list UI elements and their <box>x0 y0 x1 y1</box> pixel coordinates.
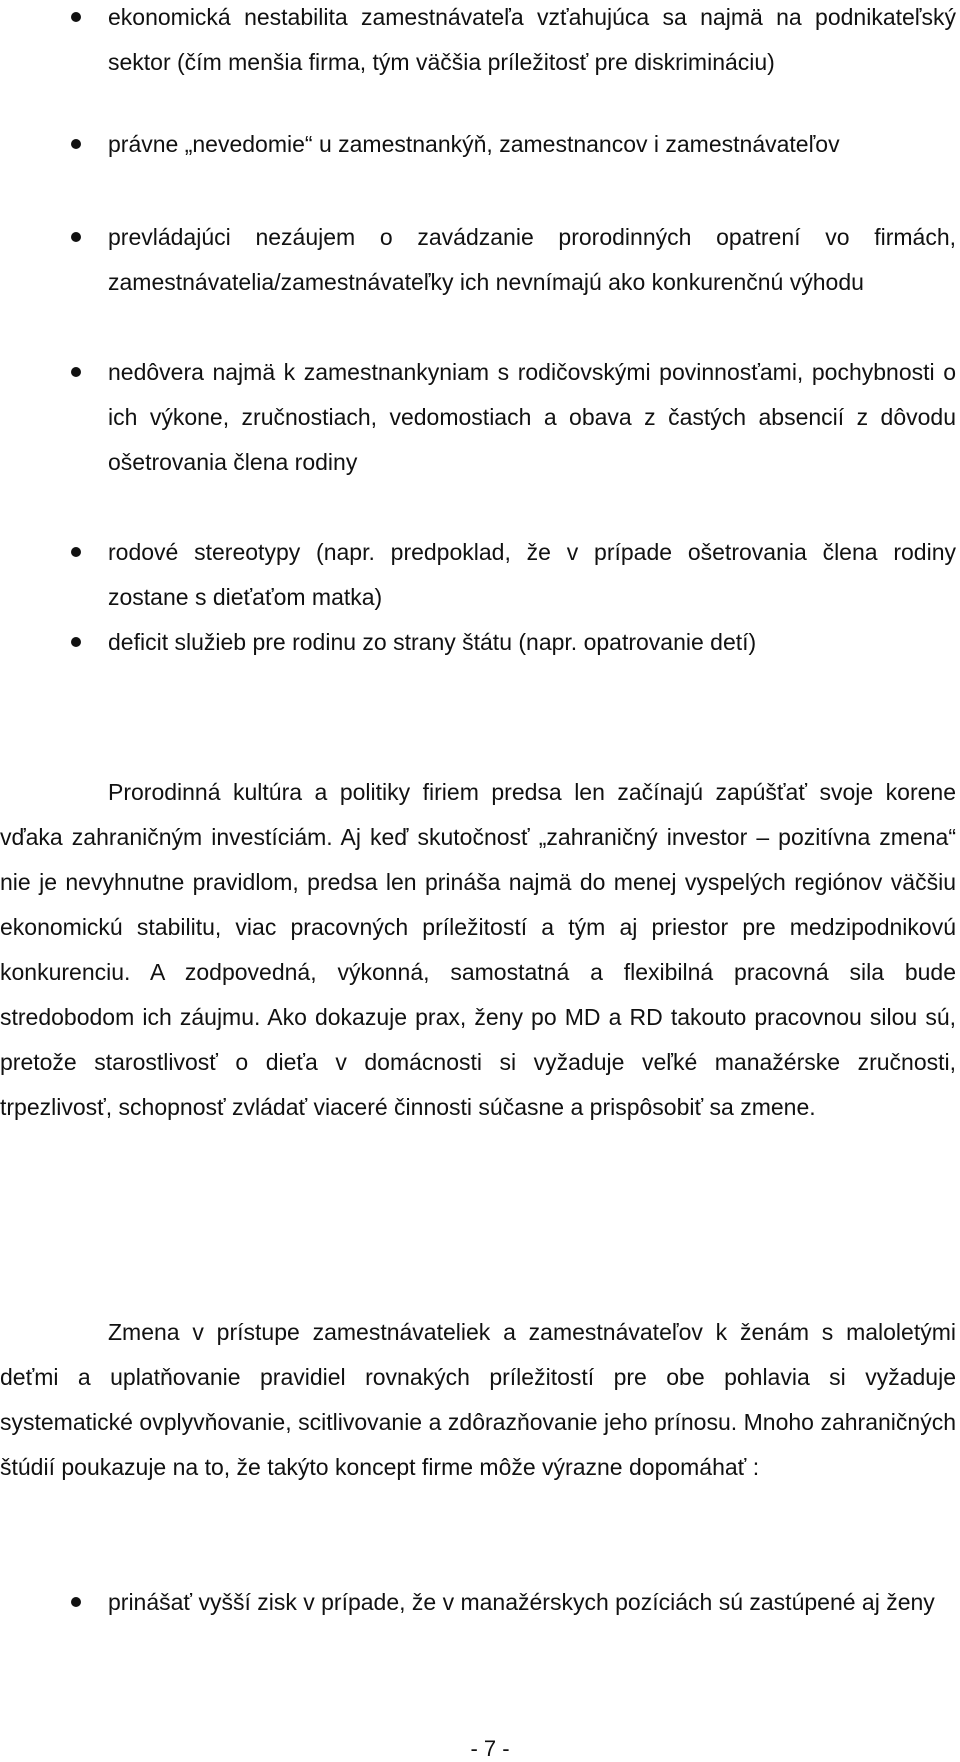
bullet-icon <box>71 12 81 22</box>
paragraph-foreign-investment: Prorodinná kultúra a politiky firiem predsa len začínajú zapúšťať svoje korene vďaka zahraničným investíciám. Aj keď skutočnosť „zahraničný investor – pozitívna zmena“ nie je nevyhnutne pravidlom, predsa len prináša najmä do menej vyspelých regiónov väčšiu ekonomickú stabilitu, viac pracovných príležitostí a tým aj priestor pre medzipodnikovú konkurenciu. A zodpovedná, výkonná, samostatná a flexibilná pracovná sila bude stredobodom ich záujmu. Ako dokazuje prax, ženy po MD a RD takouto pracovnou silou sú, pretože starostlivosť o dieťa v domácnosti si vyžaduje veľké manažérske zručnosti, trpezlivosť, schopnosť zvládať viaceré činnosti súčasne a prispôsobiť sa zmene. <box>0 779 956 1120</box>
list-item-text: nedôvera najmä k zamestnankyniam s rodičovskými povinnosťami, pochybnosti o ich výkone, zručnostiach, vedomostiach a obava z častých absencií z dôvodu ošetrovania člena rodiny <box>108 359 956 475</box>
list-item <box>108 1580 956 1625</box>
list-item-text: deficit služieb pre rodinu zo strany štátu (napr. opatrovanie detí) <box>108 629 757 655</box>
bullet-icon <box>71 367 81 377</box>
list-item-text: právne „nevedomie“ u zamestnankýň, zamestnancov i zamestnávateľov <box>108 131 840 157</box>
list-item <box>108 620 956 665</box>
bullet-icon <box>71 1597 81 1607</box>
list-item-text: ekonomická nestabilita zamestnávateľa vzťahujúca sa najmä na podnikateľský sektor (čím menšia firma, tým väčšia príležitosť pre diskrimináciu) <box>108 4 956 75</box>
list-item-text: rodové stereotypy (napr. predpoklad, že v prípade ošetrovania člena rodiny zostane s dieťaťom matka) <box>108 539 956 610</box>
list-item-text: prinášať vyšší zisk v prípade, že v manažérskych pozíciách sú zastúpené aj ženy <box>108 1589 935 1615</box>
list-item <box>108 350 956 485</box>
list-item-text: prevládajúci nezáujem o zavádzanie prorodinných opatrení vo firmách, zamestnávatelia/zamestnávateľky ich nevnímajú ako konkurenčnú výhodu <box>108 224 956 295</box>
list-item <box>108 122 956 167</box>
list-item <box>108 215 956 305</box>
bullet-icon <box>71 637 81 647</box>
bullet-icon <box>71 547 81 557</box>
bullet-icon <box>71 232 81 242</box>
page-number: - 7 - <box>470 1736 510 1761</box>
list-item <box>108 0 956 85</box>
bullet-icon <box>71 139 81 149</box>
paragraph-approach-change: Zmena v prístupe zamestnávateliek a zamestnávateľov k ženám s maloletými deťmi a uplatňovanie pravidiel rovnakých príležitostí pre obe pohlavia si vyžaduje systematické ovplyvňovanie, scitlivovanie a zdôrazňovanie jeho prínosu. Mnoho zahraničných štúdií poukazuje na to, že takýto koncept firme môže výrazne dopomáhať : <box>0 1319 956 1480</box>
list-item <box>108 530 956 620</box>
